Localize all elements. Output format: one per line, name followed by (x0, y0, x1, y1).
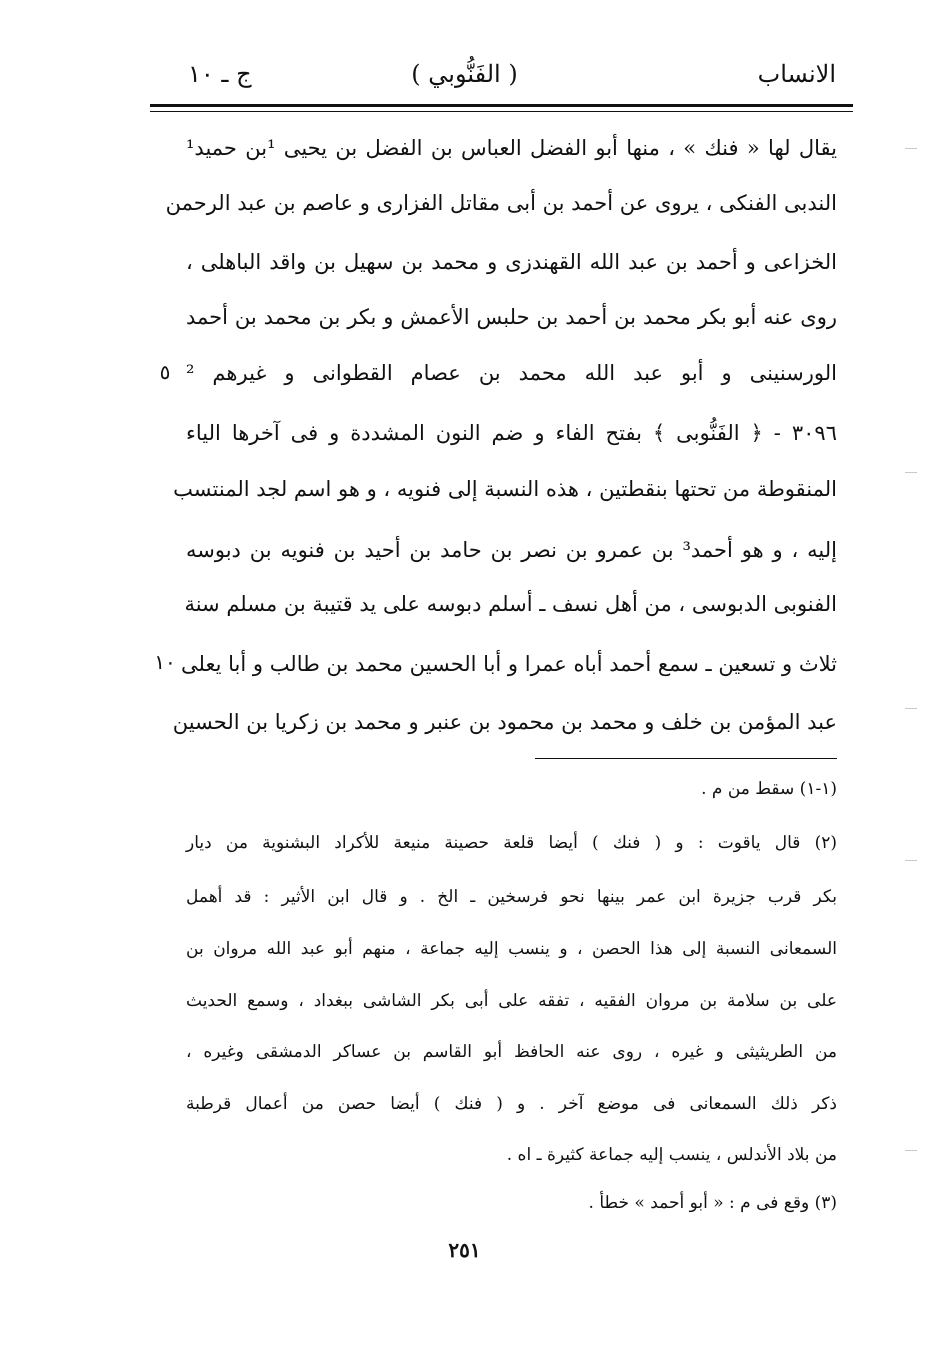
footnote-line: على بن سلامة بن مروان الفقيه ، تفقه على أبى بكر الشاشى ببغداد ، وسمع الحديث (186, 991, 837, 1011)
footnote-line: من بلاد الأندلس ، ينسب إليه جماعة كثيرة ـ اه . (506, 1145, 837, 1165)
running-header-entry: ( الفَنُّوبي ) (411, 60, 518, 88)
footnote-line: السمعانى النسبة إلى هذا الحصن ، و ينسب إليه جماعة ، منهم أبو عبد الله مروان بن (186, 939, 837, 959)
header-rule-thin (150, 111, 853, 112)
running-header-volume: ج ـ ١٠ (188, 60, 252, 88)
footnote-line: (٢) قال ياقوت : و ( فنك ) أيضا قلعة حصينة منيعة للأكراد البشنوية من ديار (186, 833, 837, 853)
footnote-line: بكر قرب جزيرة ابن عمر بينها نحو فرسخين ـ الخ . و قال ابن الأثير : قد أهمل (186, 887, 837, 907)
text-line: الخزاعى و أحمد بن عبد الله القهندزى و محمد بن سهيل بن واقد الباهلى ، (186, 250, 837, 274)
text-line: الورسنينى و أبو عبد الله محمد بن عصام القطوانى و غيرهم ² (186, 361, 837, 385)
text-line: يقال لها « فنك » ، منها أبو الفضل العباس بن الفضل بن يحيى ¹بن حميد¹ (186, 136, 837, 160)
entry-heading-line: ٣٠٩٦ - ﴿ الفَنُّوبى ﴾ بفتح الفاء و ضم النون المشددة و فى آخرها الياء (186, 421, 837, 445)
footnote-line: (٣) وقع فى م : « أبو أحمد » خطأ . (588, 1193, 837, 1213)
footnote-line: ذكر ذلك السمعانى فى موضع آخر . و ( فنك ) أيضا حصن من أعمال قرطبة (186, 1094, 837, 1114)
text-line: الفنوبى الدبوسى ، من أهل نسف ـ أسلم دبوسه على يد قتيبة بن مسلم سنة (184, 592, 837, 616)
text-line: الندبى الفنكى ، يروى عن أحمد بن أبى مقاتل الفزارى و عاصم بن عبد الرحمن (165, 191, 837, 215)
text-line: ثلاث و تسعين ـ سمع أحمد أباه عمرا و أبا الحسين محمد بن طالب و أبا يعلى (181, 652, 837, 676)
line-number-5: ٥ (159, 360, 171, 384)
footnote-line: (١-١) سقط من م . (701, 779, 837, 799)
page-number: ٢٥١ (448, 1238, 481, 1262)
text-line: روى عنه أبو بكر محمد بن أحمد بن حلبس الأعمش و بكر بن محمد بن أحمد (186, 305, 837, 329)
text-line: عبد المؤمن بن خلف و محمد بن محمود بن عنبر و محمد بن زكريا بن الحسين (172, 710, 837, 734)
header-rule-thick (150, 104, 853, 107)
text-line: إليه ، و هو أحمد³ بن عمرو بن نصر بن حامد بن أحيد بن فنويه بن دبوسه (186, 538, 837, 562)
margin-tick (905, 472, 917, 473)
margin-tick (905, 148, 917, 149)
margin-tick (905, 708, 917, 709)
running-header-section: الانساب (757, 60, 836, 88)
footnote-line: من الطريثيثى و غيره ، روى عنه الحافظ أبو القاسم بن عساكر الدمشقى وغيره ، (186, 1042, 837, 1062)
footnote-separator (535, 758, 837, 759)
margin-tick (905, 1150, 917, 1151)
text-line: المنقوطة من تحتها بنقطتين ، هذه النسبة إلى فنويه ، و هو اسم لجد المنتسب (173, 477, 837, 501)
line-number-10: ١٠ (154, 650, 176, 674)
margin-tick (905, 860, 917, 861)
